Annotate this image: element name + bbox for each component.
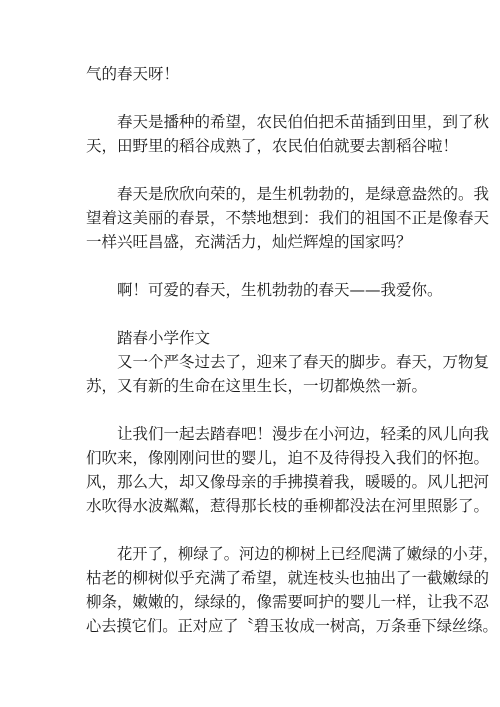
text-line: 一样兴旺昌盛，充满活力，灿烂辉煌的国家吗？ [86,233,412,251]
text-line: 望着这美丽的春景，不禁地想到：我们的祖国不正是像春天 [86,209,490,227]
text-line: 枯老的柳树似乎充满了希望，就连枝头也抽出了一截嫩绿的 [86,569,490,587]
text-line: 春天是欣欣向荣的，是生机勃勃的，是绿意盎然的。我 [117,185,490,203]
text-line: 们吹来，像刚刚问世的婴儿，迫不及待得投入我们的怀抱。 [86,449,490,467]
text-line: 心去摸它们。正对应了〝碧玉妆成一树高，万条垂下绿丝绦。 [86,617,498,635]
text-line: 天，田野里的稻谷成熟了，农民伯伯就要去割稻谷啦！ [86,137,459,155]
text-line: 让我们一起去踏春吧！漫步在小河边，轻柔的风儿向我 [117,425,490,443]
text-line: 气的春天呀！ [86,65,180,83]
text-line: 又一个严冬过去了，迎来了春天的脚步。春天，万物复 [117,353,490,371]
section-title: 踏春小学作文 [117,329,211,347]
text-line: 啊！可爱的春天，生机勃勃的春天——我爱你。 [117,281,443,299]
text-line: 柳条，嫩嫩的，绿绿的，像需要呵护的婴儿一样，让我不忍 [86,593,490,611]
text-line: 水吹得水波粼粼，惹得那长枝的垂柳都没法在河里照影了。 [86,497,490,515]
text-line: 花开了，柳绿了。河边的柳树上已经爬满了嫩绿的小芽， [117,545,499,563]
text-line: 苏，又有新的生命在这里生长，一切都焕然一新。 [86,377,428,395]
text-line: 风，那么大，却又像母亲的手拂摸着我，暖暖的。风儿把河 [86,473,490,491]
text-line: 春天是播种的希望，农民伯伯把禾苗插到田里，到了秋 [117,113,490,131]
